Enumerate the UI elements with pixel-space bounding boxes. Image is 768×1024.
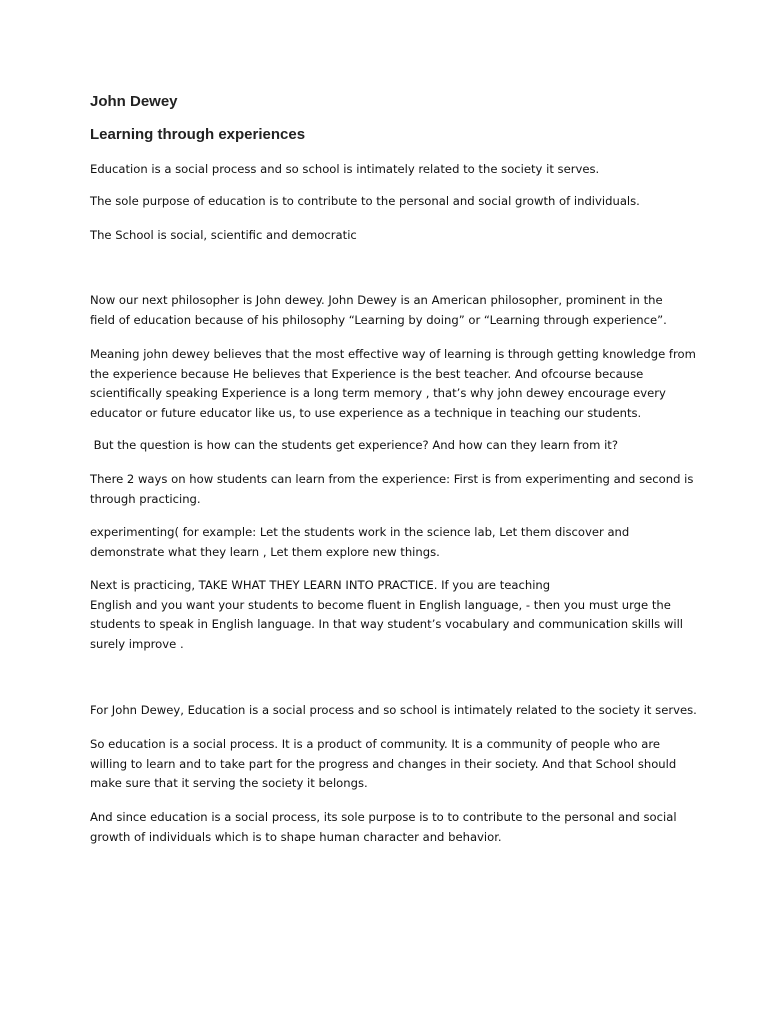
text-line: scientifically speaking Experience is a long term memory , that’s why john dewey encourage every	[90, 386, 666, 401]
intro-paragraph	[90, 160, 690, 180]
text-line: through practicing.	[90, 491, 201, 506]
text-line: So education is a social process. It is a product of community. It is a community of people who are	[90, 737, 661, 751]
body-paragraph	[90, 523, 690, 562]
body-paragraph	[90, 735, 690, 794]
body-paragraph	[90, 436, 690, 456]
text-line: make sure that it serving the society it belongs.	[90, 776, 368, 791]
text-line: students to speak in English language. In that way student’s vocabulary and communication skills will	[90, 617, 684, 632]
body-paragraph	[90, 808, 690, 847]
text-line: Education is a social process and so school is intimately related to the society it serves.	[90, 162, 600, 176]
text-line: Meaning john dewey believes that the most effective way of learning is through getting knowledge from	[90, 347, 696, 361]
text-line: There 2 ways on how students can learn from the experience: First is from experimenting and second is	[90, 472, 694, 486]
text-line: Next is practicing, TAKE WHAT THEY LEARN INTO PRACTICE. If you are teaching	[90, 578, 551, 592]
body-paragraph	[90, 701, 697, 721]
text-line: surely improve .	[90, 636, 184, 651]
text-line: And since education is a social process, its sole purpose is to to contribute to the personal and social	[90, 810, 677, 824]
text-line: educator or future educator like us, to use experience as a technique in teaching our students.	[90, 405, 642, 420]
body-paragraph	[90, 291, 690, 330]
text-line: English and you want your students to become fluent in English language, - then you must urge the	[90, 597, 671, 612]
body-paragraph	[90, 345, 696, 423]
document-title: John Dewey	[90, 93, 178, 110]
body-paragraph	[90, 576, 690, 654]
text-line: growth of individuals which is to shape human character and behavior.	[90, 829, 502, 844]
text-line: But the question is how can the students get experience? And how can they learn from it?	[90, 438, 619, 452]
text-line: The School is social, scientific and democratic	[90, 228, 357, 242]
text-line: The sole purpose of education is to contribute to the personal and social growth of individuals.	[90, 194, 640, 208]
text-line: the experience because He believes that Experience is the best teacher. And ofcourse because	[90, 366, 644, 381]
intro-paragraph	[90, 226, 690, 246]
text-line: For John Dewey, Education is a social process and so school is intimately related to the society it serves.	[90, 703, 697, 717]
text-line: Now our next philosopher is John dewey. John Dewey is an American philosopher, prominent in the	[90, 293, 663, 307]
document-subtitle: Learning through experiences	[90, 126, 306, 143]
text-line: experimenting( for example: Let the students work in the science lab, Let them discover and	[90, 525, 630, 539]
text-line: willing to learn and to take part for the progress and changes in their society. And that School should	[90, 756, 677, 771]
text-line: demonstrate what they learn , Let them explore new things.	[90, 544, 440, 559]
body-paragraph	[90, 470, 694, 509]
intro-paragraph	[90, 192, 690, 212]
text-line: field of education because of his philosophy “Learning by doing” or “Learning through experience”.	[90, 312, 667, 327]
